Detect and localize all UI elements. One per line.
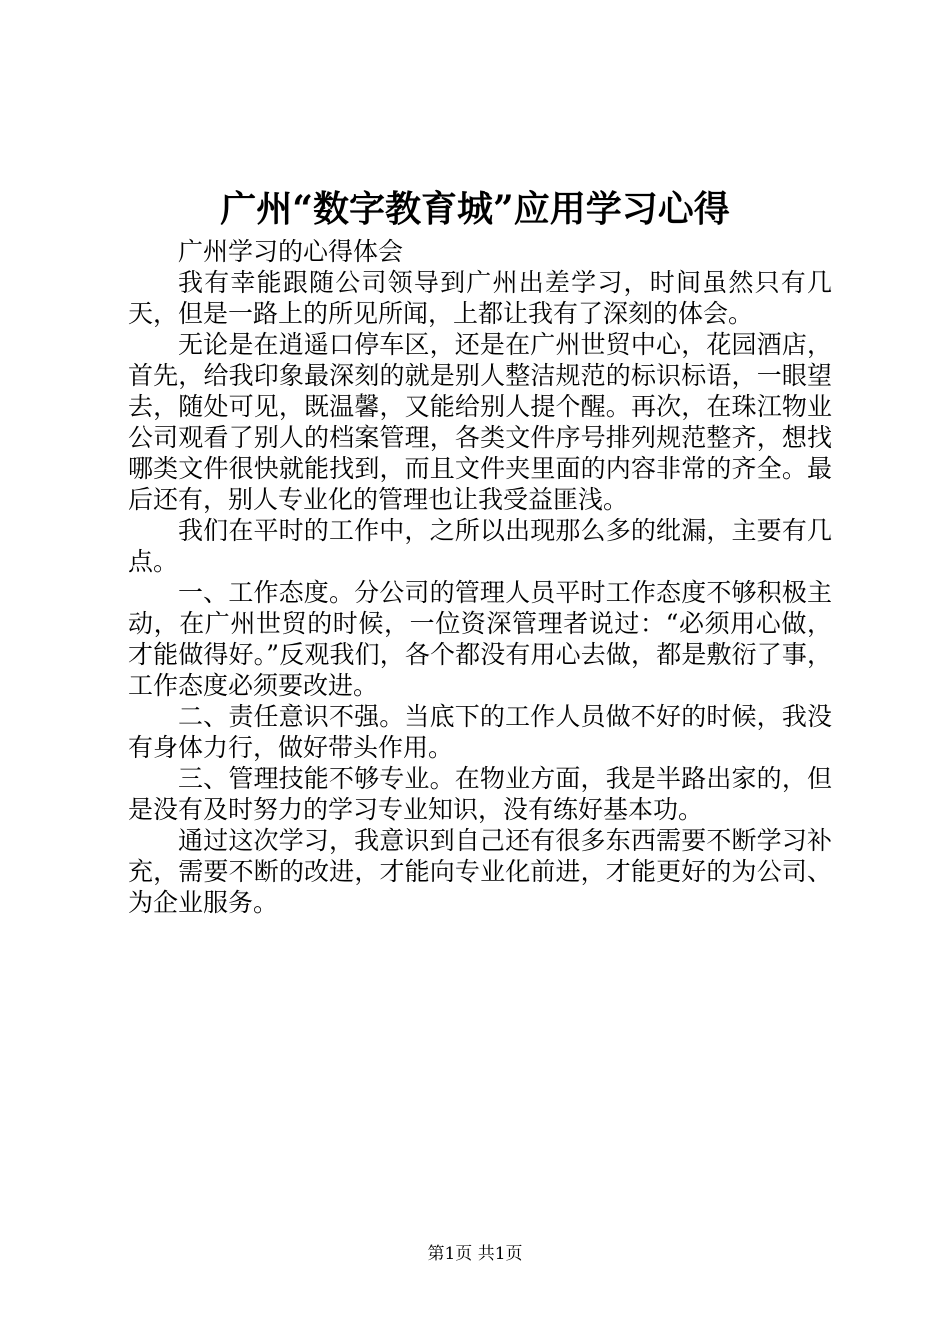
document-title: 广州“数字教育城”应用学习心得 xyxy=(220,188,730,230)
paragraph-point-two: 二、责任意识不强。当底下的工作人员做不好的时候，我没有身体力行，做好带头作用。 xyxy=(128,702,832,762)
paragraph-point-one: 一、工作态度。分公司的管理人员平时工作态度不够积极主动，在广州世贸的时候，一位资深管理者说过：“必须用心做，才能做得好。”反观我们，各个都没有用心去做，都是敷衍了事，工作态度必须要改进。 xyxy=(128,578,832,700)
document-body xyxy=(128,236,832,918)
paragraph-point-three: 三、管理技能不够专业。在物业方面，我是半路出家的，但是没有及时努力的学习专业知识，没有练好基本功。 xyxy=(128,764,832,824)
paragraph-conclusion: 通过这次学习，我意识到自己还有很多东西需要不断学习补充，需要不断的改进，才能向专业化前进，才能更好的为公司、为企业服务。 xyxy=(128,826,832,917)
paragraph-problems: 我们在平时的工作中，之所以出现那么多的纰漏，主要有几点。 xyxy=(128,516,832,576)
paragraph-subtitle: 广州学习的心得体会 xyxy=(178,237,404,266)
paragraph-intro: 我有幸能跟随公司领导到广州出差学习，时间虽然只有几天，但是一路上的所见所闻，上都让我有了深刻的体会。 xyxy=(128,268,832,328)
page-number-footer: 第1页 共1页 xyxy=(427,1244,523,1264)
paragraph-impressions: 无论是在逍遥口停车区，还是在广州世贸中心，花园酒店，首先，给我印象最深刻的就是别人整洁规范的标识标语，一眼望去，随处可见，既温馨，又能给别人提个醒。再次，在珠江物业公司观看了别人的档案管理，各类文件序号排列规范整齐，想找哪类文件很快就能找到，而且文件夹里面的内容非常的齐全。最后还有，别人专业化的管理也让我受益匪浅。 xyxy=(128,330,832,514)
